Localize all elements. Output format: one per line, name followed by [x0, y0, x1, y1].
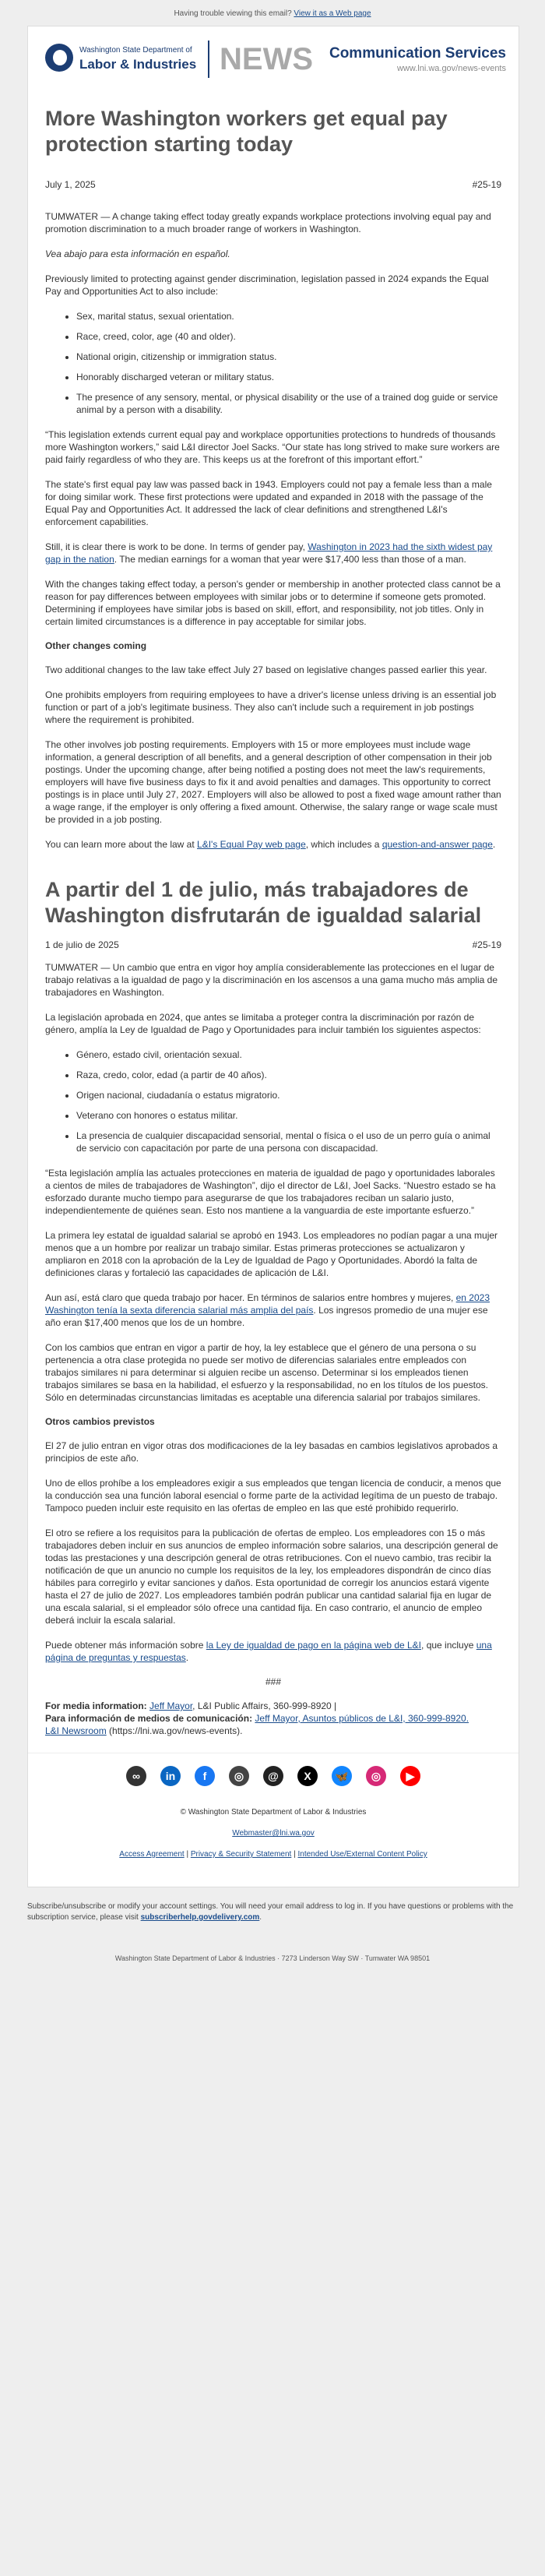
- postal-address: Washington State Department of Labor & Industries · 7273 Linderson Way SW · Tumwater WA 98501: [114, 1954, 431, 1962]
- paragraph: Uno de ellos prohíbe a los empleadores exigir a sus empleados que tengan licencia de conducir, a menos que la conducción sea una función laboral esencial o forme parte de la actividad legítima de un puesto de trabajo. Tampoco pueden incluir este requisito en las ofertas de empleo en las que esté prohibido requerirlo.: [45, 1478, 501, 1514]
- paragraph: Previously limited to protecting against gender discrimination, legislation passed in 2024 expands the Equal Pay and Opportunities Act to also include:: [45, 273, 489, 297]
- subscription-note: Subscribe/unsubscribe or modify your account settings. You will need your email address to log in. If you have questions or problems with the subscription service, please visit subscriberhelp.govdelivery.com.: [27, 1902, 514, 1922]
- jeff-mayor-link[interactable]: Jeff Mayor: [149, 1700, 193, 1711]
- equal-pay-page-link-es[interactable]: la Ley de igualdad de pago en la página web de L&I: [206, 1640, 422, 1651]
- end-marker: ###: [265, 1676, 282, 1687]
- protected-list-en: [45, 310, 501, 416]
- qa-page-link-es[interactable]: una página de preguntas y respuestas: [45, 1640, 492, 1663]
- paragraph: El otro se refiere a los requisitos para la publicación de ofertas de empleo. Los empleadores con 15 o más trabajadores deben incluir en sus anuncios de empleo información sobre salarios, una descripción general de todas las prestaciones y una descripción general de otras retribuciones. Con el nuevo cambio, tras recibir la notificación de que un anuncio no cumple los requisitos de la ley, los empleadores dispondrán de cinco días hábiles para corregirlo y evitar sanciones y daños. Esta oportunidad de corregir los anuncios estará vigente hasta el 27 de julio de 2027. Los empleadores también podrán publicar una cantidad salarial fija en lugar de una escala salarial, si el empleador sólo ofrece una cantidad fija. En caso contrario, el anuncio de empleo deberá incluir la escala salarial.: [45, 1528, 498, 1626]
- privacy-link[interactable]: Privacy & Security Statement: [190, 1850, 292, 1859]
- paragraph: La legislación aprobada en 2024, que antes se limitaba a proteger contra la discriminación por razón de género, amplía la Ley de Igualdad de Pago y Oportunidades para incluir también los siguientes aspectos:: [45, 1012, 481, 1035]
- x-icon[interactable]: X: [297, 1766, 318, 1786]
- email-card: [27, 26, 519, 1887]
- equal-pay-page-link[interactable]: L&I's Equal Pay web page: [197, 839, 306, 850]
- section-heading: Other changes coming: [45, 640, 147, 651]
- list-item: • Race, creed, color, age (40 and older).: [76, 330, 501, 343]
- news-label: NEWS: [220, 42, 313, 76]
- paragraph: La primera ley estatal de igualdad salarial se aprobó en 1943. Los empleadores no podían pagar a una mujer menos que a un hombre por realizar un trabajo similar. Estas primeras protecciones se actualizaron y ampliaron en 2018 con la aprobación de la Ley de Igualdad de Pago y Oportunidades. Abordó la falta de definiciones claras y fortaleció las capacidades de aplicación de L&I.: [45, 1230, 498, 1278]
- facebook-icon[interactable]: f: [195, 1766, 215, 1786]
- header-divider: [208, 41, 209, 78]
- media-contact: For media information: Jeff Mayor, L&I Public Affairs, 360-999-8920 | Para información de medios de comunicación: Jeff Mayor, Asuntos públicos de L&I, 360-999-8920. L&I Newsroom (https://lni.wa.gov/news-events).: [45, 1700, 469, 1736]
- paragraph: With the changes taking effect today, a person's gender or membership in another protected class cannot be a reason for pay differences between employees with similar jobs or to determine if someone gets promoted. Determining if employees have similar jobs is based on skill, effort, and responsibility, not job titles. Only in certain limited circumstances is a difference in pay acceptable for similar jobs.: [45, 579, 501, 627]
- paragraph: Still, it is clear there is work to be done. In terms of gender pay, Washington in 2023 had the sixth widest pay gap in the nation. The median earnings for a woman that year were $17,400 less than those of a man.: [45, 541, 493, 565]
- qa-page-link[interactable]: question-and-answer page: [382, 839, 493, 850]
- article-title-en: More Washington workers get equal pay protection starting today: [45, 107, 448, 156]
- comm-services: Communication Services www.lni.wa.gov/news-events: [329, 45, 506, 73]
- instagram-icon[interactable]: ◎: [229, 1766, 249, 1786]
- social-links: [28, 1753, 519, 1800]
- spanish-note: Vea abajo para esta información en español.: [45, 248, 230, 259]
- link-icon[interactable]: ∞: [126, 1766, 146, 1786]
- release-number-es: #25-19: [472, 939, 501, 950]
- list-item: • Género, estado civil, orientación sexual.: [76, 1048, 501, 1061]
- dateline-en: [45, 179, 501, 190]
- list-item: • Honorably discharged veteran or military status.: [76, 371, 501, 383]
- list-item: • Veterano con honores o estatus militar.: [76, 1109, 501, 1122]
- dateline-es: [45, 939, 501, 950]
- list-item: • National origin, citizenship or immigration status.: [76, 351, 501, 363]
- paragraph: TUMWATER — Un cambio que entra en vigor hoy amplía considerablemente las protecciones en el lugar de trabajo relativas a la igualdad de pago y la discriminación en los ascensos a una gama mucho más amplia de trabajadores en Washington.: [45, 962, 498, 998]
- instagram-alt-icon[interactable]: ◎: [366, 1766, 386, 1786]
- paragraph: Puede obtener más información sobre la Ley de igualdad de pago en la página web de L&I, que incluye una página de preguntas y respuestas.: [45, 1640, 492, 1663]
- paragraph: Aun así, está claro que queda trabajo por hacer. En términos de salarios entre hombres y mujeres, en 2023 Washington tenía la sexta diferencia salarial más amplia del país. Los ingresos promedio de una mujer ese año eran $17,400 menos que los de un hombre.: [45, 1292, 490, 1328]
- quote-paragraph: “This legislation extends current equal pay and workplace opportunities protections to hundreds of thousands more Washington workers,” said L&I director Joel Sacks. “Our state has long strived to make sure workers are paid fairly regardless of who they are. This keeps us at the forefront of this important effort.”: [45, 429, 500, 465]
- paragraph: One prohibits employers from requiring employees to have a driver's license unless driving is an essential job function or part of a job's legitimate business. They also can't include such a requirement in job postings where the requirement is prohibited.: [45, 689, 497, 725]
- email-header: [28, 26, 519, 89]
- pay-gap-link-es[interactable]: en 2023 Washington tenía la sexta diferencia salarial más amplia del país: [45, 1292, 490, 1316]
- bluesky-icon[interactable]: 🦋: [332, 1766, 352, 1786]
- article-content: [28, 106, 519, 1737]
- list-item: • La presencia de cualquier discapacidad sensorial, mental o física o el uso de un perro guía o animal de servicio con capacitación por parte de una persona con discapacidad.: [76, 1129, 501, 1154]
- list-item: • The presence of any sensory, mental, or physical disability or the use of a trained dog guide or service animal by a person with a disability.: [76, 391, 501, 416]
- webmaster-email-link[interactable]: Webmaster@lni.wa.gov: [232, 1829, 315, 1838]
- list-item: • Sex, marital status, sexual orientation.: [76, 310, 501, 322]
- list-item: • Raza, credo, color, edad (a partir de 40 años).: [76, 1069, 501, 1081]
- view-web-page-link[interactable]: View it as a Web page: [294, 9, 371, 18]
- newsroom-link[interactable]: L&I Newsroom: [45, 1725, 107, 1736]
- release-number-en: #25-19: [472, 179, 501, 190]
- paragraph: The state's first equal pay law was passed back in 1943. Employers could not pay a female less than a male for doing similar work. These first protections were updated and expanded in 2018 with the passage of the Equal Pay and Opportunities Act. It addressed the lack of clear definitions and strengthened L&I's enforcement capabilities.: [45, 479, 492, 527]
- protected-list-es: [45, 1048, 501, 1154]
- paragraph: The other involves job posting requirements. Employers with 15 or more employees must include wage information, a general description of all benefits, and a general description of other compensation in their job postings. Under the upcoming change, after being notified a posting does not meet the law's requirements, employers will have five business days to fix it and avoid penalties and damages. This opportunity to correct postings is in place until July 27, 2027. Employers will also be allowed to post a fixed wage amount rather than a wage range, if the employer is only offering a fixed amount. Otherwise, the salary range or wage scale must be provided in a job posting.: [45, 739, 501, 825]
- subscriber-help-link[interactable]: subscriberhelp.govdelivery.com: [140, 1913, 260, 1922]
- quote-paragraph: “Esta legislación amplía las actuales protecciones en materia de igualdad de pago y oportunidades laborales a cientos de miles de trabajadores de Washington”, dijo el director de L&I, Joel Sacks. “Nuestro estado se ha esforzado durante mucho tiempo para asegurarse de que los trabajadores reciban un salario justo, independientemente de quiénes sean. Esto nos mantiene a la vanguardia de este importante esfuerzo.”: [45, 1168, 496, 1216]
- youtube-icon[interactable]: ▶: [400, 1766, 420, 1786]
- paragraph: Two additional changes to the law take effect July 27 based on legislative changes passed earlier this year.: [45, 664, 487, 675]
- paragraph: TUMWATER — A change taking effect today greatly expands workplace protections involving equal pay and promotion discrimination to a much broader range of workers in Washington.: [45, 211, 491, 234]
- threads-icon[interactable]: @: [263, 1766, 283, 1786]
- linkedin-icon[interactable]: in: [160, 1766, 181, 1786]
- date-es: 1 de julio de 2025: [45, 939, 119, 950]
- list-item: • Origen nacional, ciudadanía o estatus migratorio.: [76, 1089, 501, 1101]
- org-name: Washington State Department of Labor & Industries: [79, 46, 197, 72]
- access-agreement-link[interactable]: Access Agreement: [119, 1850, 185, 1859]
- jeff-mayor-link-es[interactable]: Jeff Mayor, Asuntos públicos de L&I, 360-999-8920.: [255, 1713, 469, 1724]
- lni-logo-icon: [45, 44, 73, 72]
- top-notice: Having trouble viewing this email? View it as a Web page: [174, 9, 371, 18]
- copyright: © Washington State Department of Labor & Industries: [180, 1808, 367, 1817]
- article-title-es: A partir del 1 de julio, más trabajadores de Washington disfrutarán de igualdad salarial: [45, 878, 482, 927]
- email-footer: © Washington State Department of Labor & Industries Webmaster@lni.wa.gov Access Agreement | Privacy & Security Statement | Intended Use/External Content Policy: [28, 1800, 519, 1887]
- pay-gap-link[interactable]: Washington in 2023 had the sixth widest pay gap in the nation: [45, 541, 493, 565]
- paragraph: Con los cambios que entran en vigor a partir de hoy, la ley establece que el género de una persona o su pertenencia a otra clase protegida no puede ser motivo de diferencias salariales entre empleados con trabajos similares ni para determinar si alguien recibe un ascenso. Determinar si los empleados tienen trabajos similares se basa en la habilidad, el esfuerzo y la responsabilidad, no en los títulos de los puestos. Sólo en determinadas circunstancias limitadas es aceptable una diferencia salarial por trabajos similares.: [45, 1342, 488, 1403]
- date-en: July 1, 2025: [45, 179, 96, 190]
- paragraph: You can learn more about the law at L&I's Equal Pay web page, which includes a question-and-answer page.: [45, 839, 496, 850]
- paragraph: El 27 de julio entran en vigor otras dos modificaciones de la ley basadas en cambios legislativos aprobados a principios de este año.: [45, 1440, 498, 1464]
- section-heading: Otros cambios previstos: [45, 1416, 155, 1427]
- intended-use-link[interactable]: Intended Use/External Content Policy: [297, 1850, 427, 1859]
